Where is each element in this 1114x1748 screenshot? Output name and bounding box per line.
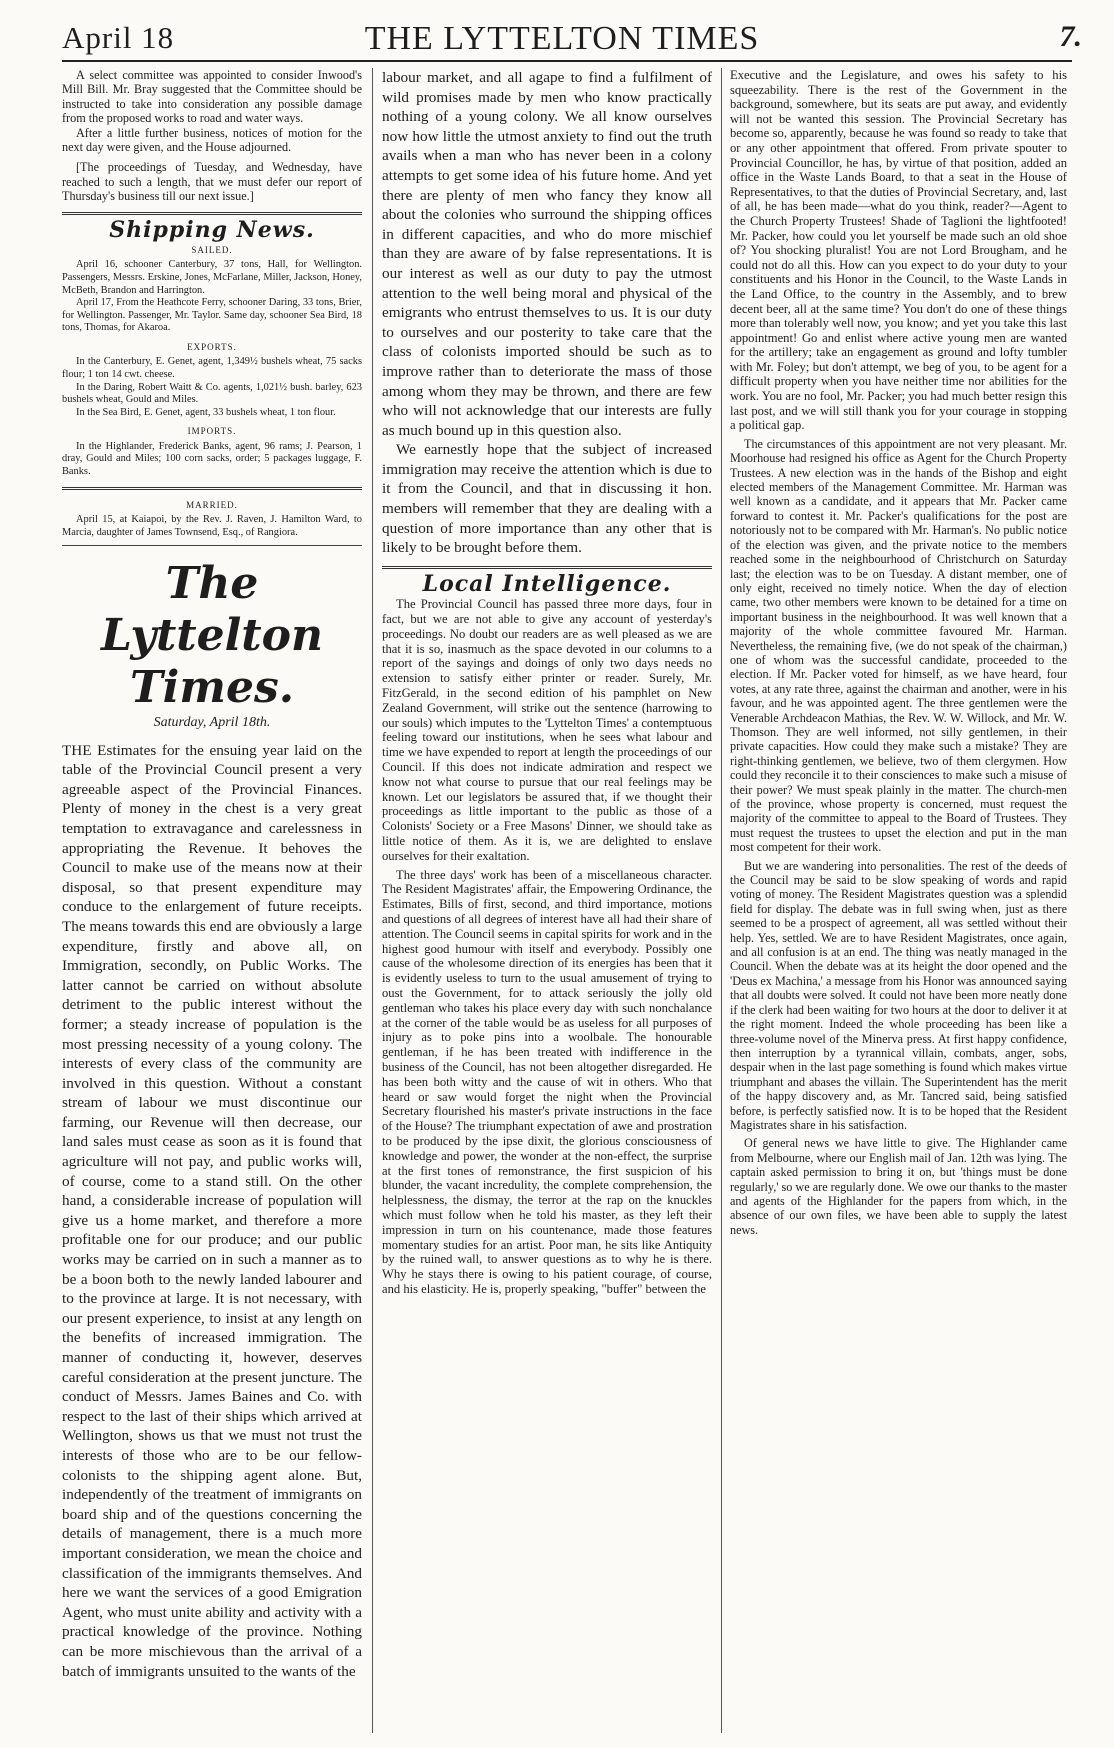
editorial-continued: labour market, and all agape to find a fulfilment of wild promises made by men who know practically nothing of a young colony. We all know ourselves now how little the utmost anxiety to find out the truth avails when a man who has never been in a colony attempts to get some idea of his future home. And yet there are plenty of men who fancy they know all about the colonies who surround the shipping offices in different capacities, and who do more mischief than they are aware of by false representations. It is our interest as well as our duty to pay the utmost attention to the well being moral and physical of the emigrants who entrust themselves to us. It is our duty to ourselves and our posterity to take care that the class of colonists imported should be such as to improve rather than to deteriorate the mass of those among whom they may be thrown, and there are few who will not acknowledge that our interests are fully as much bound up in this question also. xyxy=(382,69,712,439)
sailed-entry: April 17, From the Heathcote Ferry, schooner Daring, 33 tons, Brier, for Wellington. Passenger, Mr. Taylor. Same day, schooner Sea Bird, 18 tons, Thomas, for Akaroa. xyxy=(62,297,362,334)
column-1 xyxy=(62,68,362,1738)
sailed-entry: April 16, schooner Canterbury, 37 tons, Hall, for Wellington. Passengers, Messrs. Erskine, Jones, McFarlane, Miller, Jackson, Honey, McBeth, Brandon and Harrington. xyxy=(62,259,362,296)
paper-title: The Lyttelton Times. xyxy=(101,558,323,714)
page-number: 7. xyxy=(1059,20,1082,53)
dateline: Saturday, April 18th. xyxy=(153,715,271,731)
council-paragraph: A select committee was appointed to consider Inwood's Mill Bill. Mr. Bray suggested that the Committee should be instructed to take into consideration any possible damage from the proposed works to road and water ways. xyxy=(62,68,362,126)
column-divider xyxy=(721,68,722,1733)
exports-label: EXPORTS. xyxy=(187,342,237,353)
local-intelligence-heading: Local Intelligence. xyxy=(422,570,672,597)
local-paragraph: The Provincial Council has passed three more days, four in fact, but we are not able to give any account of yesterday's proceedings. No doubt our readers are as well pleased as we are that it is so, inasmuch as the space devoted in our columns to a report of the sayings and doings of only two days needs no extension to satisfy either printer or reader. Surely, Mr. FitzGerald, in the second edition of his pamphlet on New Zealand Government, will strike out the sentence (harrowing to our souls) which imputes to the 'Lyttelton Times' a contemptuous feeling toward our institutions, when he sees what labour and time we have expended to report at length the proceedings of our Council. If this does not indicate admiration and respect we know not what course to pursue that our real feelings may be known. Let our legislators be assured that, if we thought their proceedings as little important to the public as those of a Colonists' Society or a Free Masons' Dinner, we should take as little notice of them. As it is, we are delighted to enslave ourselves for their exaltation. xyxy=(382,597,712,863)
export-entry: In the Sea Bird, E. Genet, agent, 33 bushels wheat, 1 ton flour. xyxy=(76,406,336,418)
local-paragraph: The circumstances of this appointment are not very pleasant. Mr. Moorhouse had resigned his office as Agent for the Church Property Trustees. A new election was in the hands of the Bishop and eight elected members of the Management Committee. Mr. Harman was well known as a candidate, and it appears that Mr. Packer came forward to contest it. Mr. Packer's qualifications for the post are notoriously not to be compared with Mr. Harman's. No public notice of the election was given, and the private notice to the members reached some in the neighbourhood of Christchurch on Saturday last; the election was to be on Tuesday. A distant member, one of only eight, received no timely notice. When the day of election came, two other members were known to be detained for a time on important business in the neighbourhood. It was well known that a majority of the whole committee favoured Mr. Harman. Nevertheless, the remaining five, (we do not speak of the chairman,) one of whom was the successful candidate, proceeded to the election. If Mr. Packer voted for himself, as we have heard, four votes, at any rate three, against the chairman and another, were in his favour, and he was appointed agent. The three gentlemen were the Venerable Archdeacon Mathias, the Rev. W. W. Willock, and Mr. W. Thomson. They are well informed, not silly gentlemen, in their private capacities. How could they make such a mistake? They are right-thinking gentlemen, we believe, two of them clergymen. How could they reconcile it to their consciences to make such a misuse of their power? We must speak plainly in the matter. The church-men of the province, whose property is concerned, must request the majority of the committee to appeal to the Board of Trustees. They must request the trustees to upset the election and put in the man most competent for their work. xyxy=(730,436,1067,855)
imports-label: IMPORTS. xyxy=(187,426,237,437)
married-label: MARRIED. xyxy=(186,499,238,510)
column-2 xyxy=(382,68,712,1738)
newspaper-title: THE LYTTELTON TIMES xyxy=(364,20,760,57)
section-rule xyxy=(382,566,712,569)
section-rule xyxy=(62,487,362,490)
export-entry: In the Canterbury, E. Genet, agent, 1,349½ bushels wheat, 75 sacks flour; 1 ton 14 cwt. cheese. xyxy=(62,356,362,381)
masthead xyxy=(62,10,1082,62)
section-rule xyxy=(62,545,362,546)
editorial-paragraph: We earnestly hope that the subject of increased immigration may receive the attention which is due to it from the Council, and that in discussing it hon. members will remember that they are dealing with a question of more importance than any other that is likely to be brought before them. xyxy=(382,441,712,557)
local-continued: Executive and the Legislature, and owes his safety to his squeezability. There is the rest of the Government in the background, somewhere, but its seats are put away, and evidently will not be wanted this session. The Provincial Secretary has become so, apparently, because he was found so ready to take that or any other appointment that offered. From private spouter to Provincial Councillor, he has, by virtue of that position, added an office in the Waste Lands Board, to that a seat in the House of Representatives, to that the duties of Provincial Secretary, and, last of all, he has been made—what do you think, reader?—Agent to the Church Property Trustees! Shade of Taglioni the lightfooted! Mr. Packer, how could you let yourself be made such an old shoe of? You shocking pluralist! You are not Lord Brougham, and he could not do all this. How can you expect to do your duty to your constituents and his Honor in the Council, to the Waste Lands in the Land Office, to the country in the Assembly, and to brew decent beer, all at the same time? You don't do one of these things more than tolerably well now, you know; and yet you take this last appointment! Go and enlist where active young men are wanted for the artillery; take an engagement as ground and lofty tumbler with Mr. Foley; but don't attempt, we beg of you, to be agent for a difficult property when you have neither time nor abilities for the work. You are no fool, Mr. Packer; you had much better resign this last post, and we will still thank you for your courage in stopping a political gap. xyxy=(730,68,1067,433)
section-rule xyxy=(62,212,362,215)
masthead-rule xyxy=(62,60,1072,62)
married-entry: April 15, at Kaiapoi, by the Rev. J. Raven, J. Hamilton Ward, to Marcia, daughter of James Townsend, Esq., of Rangiora. xyxy=(62,514,362,538)
local-paragraph: The three days' work has been of a miscellaneous character. The Resident Magistrates' affair, the Empowering Ordinance, the Estimates, Bills of first, second, and third importance, motions and questions of all degrees of interest have all had their share of attention. The Council seems in capital spirits for work and in the highest good humour with itself and everybody. Possibly one cause of the wholesome direction of its energies has been that it is evidently useless to turn to the usual amusement of trying to oust the Government, for to attack seriously the jolly old gentleman who takes his place every day with such nonchalance at the corner of the table would be as useless for all purposes of injury as to poke pins into a woolbale. The honourable gentleman, if he has been treated with indifference in the business of the Council, has not been altogether disregarded. He has been both witty and the cause of wit in others. Who that heard or saw would forget the night when the Provincial Secretary flourished his master's private instructions in the face of the House? The triumphant expectation of awe and prostration to be produced by the ipse dixit, the glorious consciousness of knowledge and power, the wonder at the non-effect, the surprise at the first tones of remonstrance, the first suspicion of his blunder, the vacant incredulity, the complete comprehension, the helplessness, the dismay, the terror at the rap on the knuckles which must follow when he told his master, as they left their impression in turn on his countenance, made those features momentary studies for an artist. Poor man, he sits like Antiquity by the ruined wall, to answer questions as to why he is there. Why he stays there is owing to his patient courage, of course, and his elasticity. He is, properly speaking, "buffer" between the xyxy=(382,867,712,1296)
column-divider xyxy=(372,68,373,1733)
local-paragraph: But we are wandering into personalities. The rest of the deeds of the Council may be said to be slow speaking of words and rapid voting of money. The Resident Magistrates question was a splendid field for display. The debate was in full swing when, just as there seemed to be a prospect of agreement, all was settled without their help. Yes, settled. We are to have Resident Magistrates, once again, and all confusion is at an end. The thing was neatly managed in the Council. When the debate was at its height the door opened and the 'Deus ex Machina,' a message from his Honor was announced saying that all doubts were solved. It could not have been more neatly done if the clerk had been waiting for two hours at the door to deliver it at the right moment. Indeed the whole proceeding has been like a three-volume novel of the Minerva press. At first happy confidence, then interruption by a tyrannical villain, combats, anger, sobs, despair when in the last page something is found which makes virtue triumphant and abases the villain. The Superintendent has the merit of the happy discovery and, as Mr. Tancred said, being satisfied before, is perfectly satisfied now. It is to be hoped that the Resident Magistrates share in his satisfaction. xyxy=(730,858,1067,1132)
column-3 xyxy=(730,68,1067,1738)
council-paragraph: After a little further business, notices of motion for the next day were given, and the House adjourned. xyxy=(62,125,362,155)
export-entry: In the Daring, Robert Waitt & Co. agents, 1,021½ bush. barley, 623 bushels wheat, Gould and Miles. xyxy=(62,381,362,406)
general-news-paragraph: Of general news we have little to give. The Highlander came from Melbourne, where our English mail of Jan. 12th was lying. The captain asked permission to bring it on, but 'things must be done regularly,' so we are regularly done. We owe our thanks to the master and agents of the Highlander for the papers from which, in the absence of our own files, we have been able to supply the latest news. xyxy=(730,1136,1067,1237)
import-entry: In the Highlander, Frederick Banks, agent, 96 rams; J. Pearson, 1 dray, Gould and Miles; 100 corn sacks, order; 5 packages luggage, F. Banks. xyxy=(62,440,362,477)
editorial-body: THE Estimates for the ensuing year laid on the table of the Provincial Council present a very agreeable aspect of the Provincial Finances. Plenty of money in the chest is a very great temptation to extravagance and carelessness in appropriating the Revenue. It behoves the Council to make use of the means now at their disposal, so that present expenditure may conduce to the enlargement of future receipts. The means towards this end are obviously a large expenditure, firstly and above all, on Immigration, secondly, on Public Works. The latter cannot be carried on without absolute detriment to the public interest without the former; a steady increase of population is the most pressing necessity of a young colony. The interests of every class of the community are involved in this question. Without a constant stream of labour we must discontinue our farming, our Revenue will then decrease, our land sales must cease as soon as it is found that agriculture will not pay, and public works will, of course, come to a stand still. On the other hand, a considerable increase of population will give us a home market, and therefore a more profitable one for our produce; and our public works may be carried on in such a manner as to be a boon both to the newly landed labourer and to the province at large. It is not necessary, with our present experience, to insist at any length on the benefits of increased immigration. The manner of conducting it, however, deserves careful consideration at the present juncture. The conduct of Messrs. James Baines and Co. with respect to the last of their ships which arrived at Wellington, shows us that we must not trust the interests of those who are to be our fellow-colonists to the shipping agent alone. But, independently of the treatment of immigrants on board ship and of the questions concerning the details of management, there is a much more important consideration, we mean the choice and classification of the immigrants themselves. And here we want the services of a good Emigration Agent, who must unite ability and activity with a practical knowledge of the province. Nothing can be more mischievous than the arrival of a batch of immigrants unsuited to the wants of the xyxy=(62,741,362,1680)
shipping-news-heading: Shipping News. xyxy=(109,216,315,243)
sailed-label: SAILED. xyxy=(191,245,233,256)
editorial-note: [The proceedings of Tuesday, and Wednesday, have reached to such a length, that we must defer our report of Thursday's business till our next issue.] xyxy=(62,160,362,204)
issue-date: April 18 xyxy=(62,20,175,55)
